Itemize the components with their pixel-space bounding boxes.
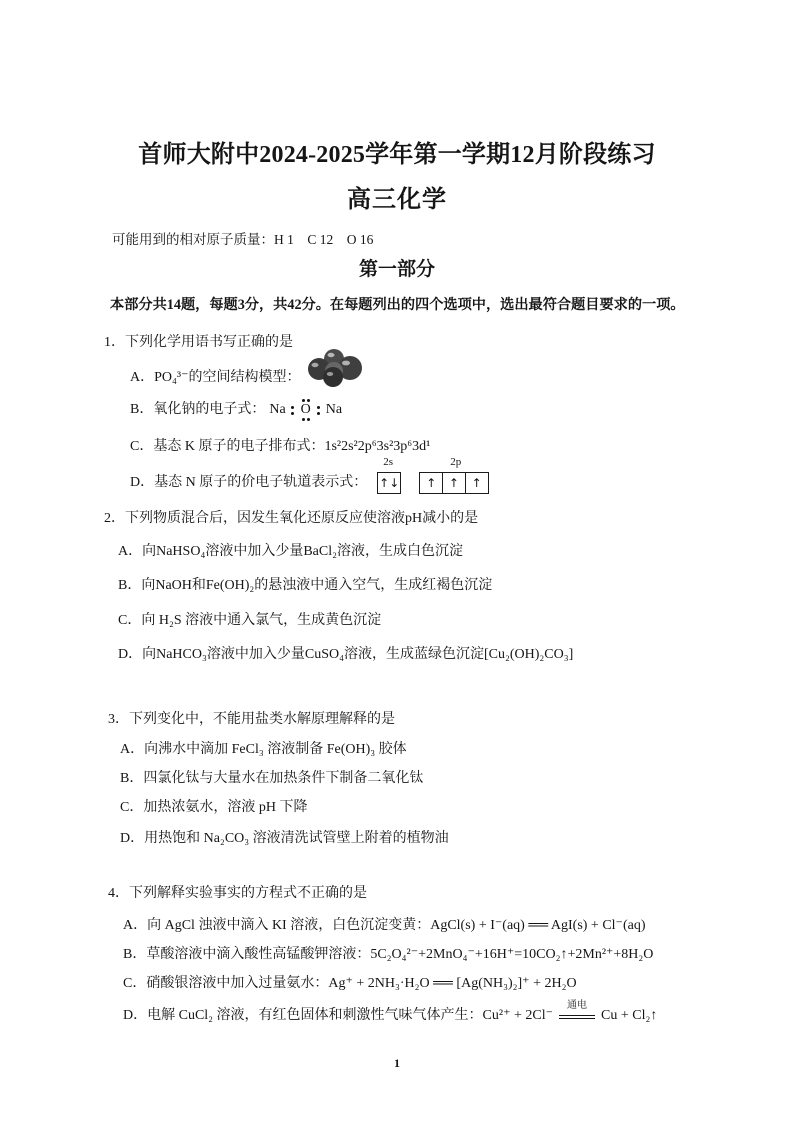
question-1-option-b (130, 400, 342, 420)
question-4-option-b: B．草酸溶液中滴入酸性高锰酸钾溶液：5C₂O₄²⁻+2MnO₄⁻+16H⁺=10CO₂↑+2Mn²⁺+8H₂O (123, 947, 654, 962)
question-4-option-d (123, 1000, 658, 1026)
atom-sphere (323, 367, 343, 387)
orbital-box-2p: ↑ (465, 472, 489, 494)
po4-model-slot (306, 368, 366, 388)
oxygen-symbol: O (300, 402, 311, 417)
orbital-box-2p: ↑ (442, 472, 466, 494)
electron-pair-left (289, 400, 296, 420)
orbital-label-2s: 2s (383, 456, 394, 468)
question-2-option-a: A．向NaHSO₄溶液中加入少量BaCl₂溶液，生成白色沉淀 (118, 544, 463, 559)
sphere-highlight (327, 372, 333, 376)
question-3-option-d: D．用热饱和 Na₂CO₃ 溶液清洗试管壁上附着的植物油 (120, 831, 449, 846)
condition-label: 通电 (567, 1000, 587, 1011)
question-2-option-c: C．向 H₂S 溶液中通入氯气，生成黄色沉淀 (118, 613, 382, 628)
exam-title: 首师大附中2024-2025学年第一学期12月阶段练习 (138, 142, 656, 168)
nitrogen-orbital-diagram (377, 456, 503, 493)
atomic-masses-note: 可能用到的相对原子质量：H 1 C 12 O 16 (112, 232, 374, 247)
sodium-oxide-electron-formula (269, 400, 342, 420)
electron-pair-top (302, 399, 310, 402)
orbital-boxes-2p (419, 472, 487, 494)
electrolysis-condition-equals (557, 1000, 597, 1026)
orbital-label-2p: 2p (450, 456, 462, 468)
double-equals-line (559, 1015, 595, 1019)
question-4-option-c: C．硝酸银溶液中加入过量氨水：Ag⁺ + 2NH₃·H₂O ══ [Ag(NH₃)₂]⁺ + 2H₂O (123, 976, 577, 991)
electron-formula-oxygen (300, 400, 312, 420)
question-2-stem: 2．下列物质混合后，因发生氧化还原反应使溶液pH减小的是 (104, 511, 479, 526)
po4-space-filling-model-image (306, 347, 364, 387)
question-4-option-a: A．向 AgCl 浊液中滴入 KI 溶液，白色沉淀变黄：AgCl(s) + I⁻(aq) ══ AgI(s) + Cl⁻(aq) (123, 918, 646, 933)
question-2-option-d: D．向NaHCO₃溶液中加入少量CuSO₄溶液，生成蓝绿色沉淀[Cu₂(OH)₂CO₃] (118, 647, 574, 662)
option-text: B．氧化钠的电子式： (130, 402, 266, 417)
question-3-option-a: A．向沸水中滴加 FeCl₃ 溶液制备 Fe(OH)₃ 胶体 (120, 742, 407, 757)
question-1-option-a (130, 368, 366, 388)
question-1-option-d (130, 456, 503, 493)
page-number: 1 (394, 1056, 400, 1070)
part-instructions: 本部分共14题，每题3分，共42分。在每题列出的四个选项中，选出最符合题目要求的一项。 (110, 297, 685, 313)
question-1-option-c: C．基态 K 原子的电子排布式：1s²2s²2p⁶3s²3p⁶3d¹ (130, 439, 431, 454)
equation-products: Cu + Cl₂↑ (601, 1008, 658, 1023)
electron-pair-bottom (302, 418, 310, 421)
electron-formula-na-right: Na (325, 402, 343, 417)
question-3-stem: 3．下列变化中，不能用盐类水解原理解释的是 (108, 712, 395, 727)
part-heading: 第一部分 (358, 259, 435, 280)
orbital-box-2s: ↑↓ (377, 472, 401, 494)
question-2-option-b: B．向NaOH和Fe(OH)₂的悬浊液中通入空气，生成红褐色沉淀 (118, 578, 493, 593)
exam-subject: 高三化学 (347, 187, 447, 213)
electron-pair-right (315, 400, 322, 420)
sphere-highlight (312, 363, 319, 367)
electron-formula-na-left: Na (269, 402, 286, 417)
option-text: D．电解 CuCl₂ 溶液，有红色固体和刺激性气味气体产生：Cu²⁺ + 2Cl⁻ (123, 1008, 553, 1023)
option-text: A．PO₄³⁻的空间结构模型： (130, 370, 301, 385)
question-4-stem: 4．下列解释实验事实的方程式不正确的是 (108, 886, 367, 901)
sphere-highlight (342, 361, 350, 366)
question-3-option-b: B．四氯化钛与大量水在加热条件下制备二氧化钛 (120, 771, 424, 786)
question-1-stem: 1．下列化学用语书写正确的是 (104, 335, 293, 350)
question-3-option-c: C．加热浓氨水，溶液 pH 下降 (120, 800, 308, 815)
sphere-highlight (328, 353, 335, 357)
option-text: D．基态 N 原子的价电子轨道表示式： (130, 475, 368, 490)
orbital-box-2p: ↑ (419, 472, 443, 494)
